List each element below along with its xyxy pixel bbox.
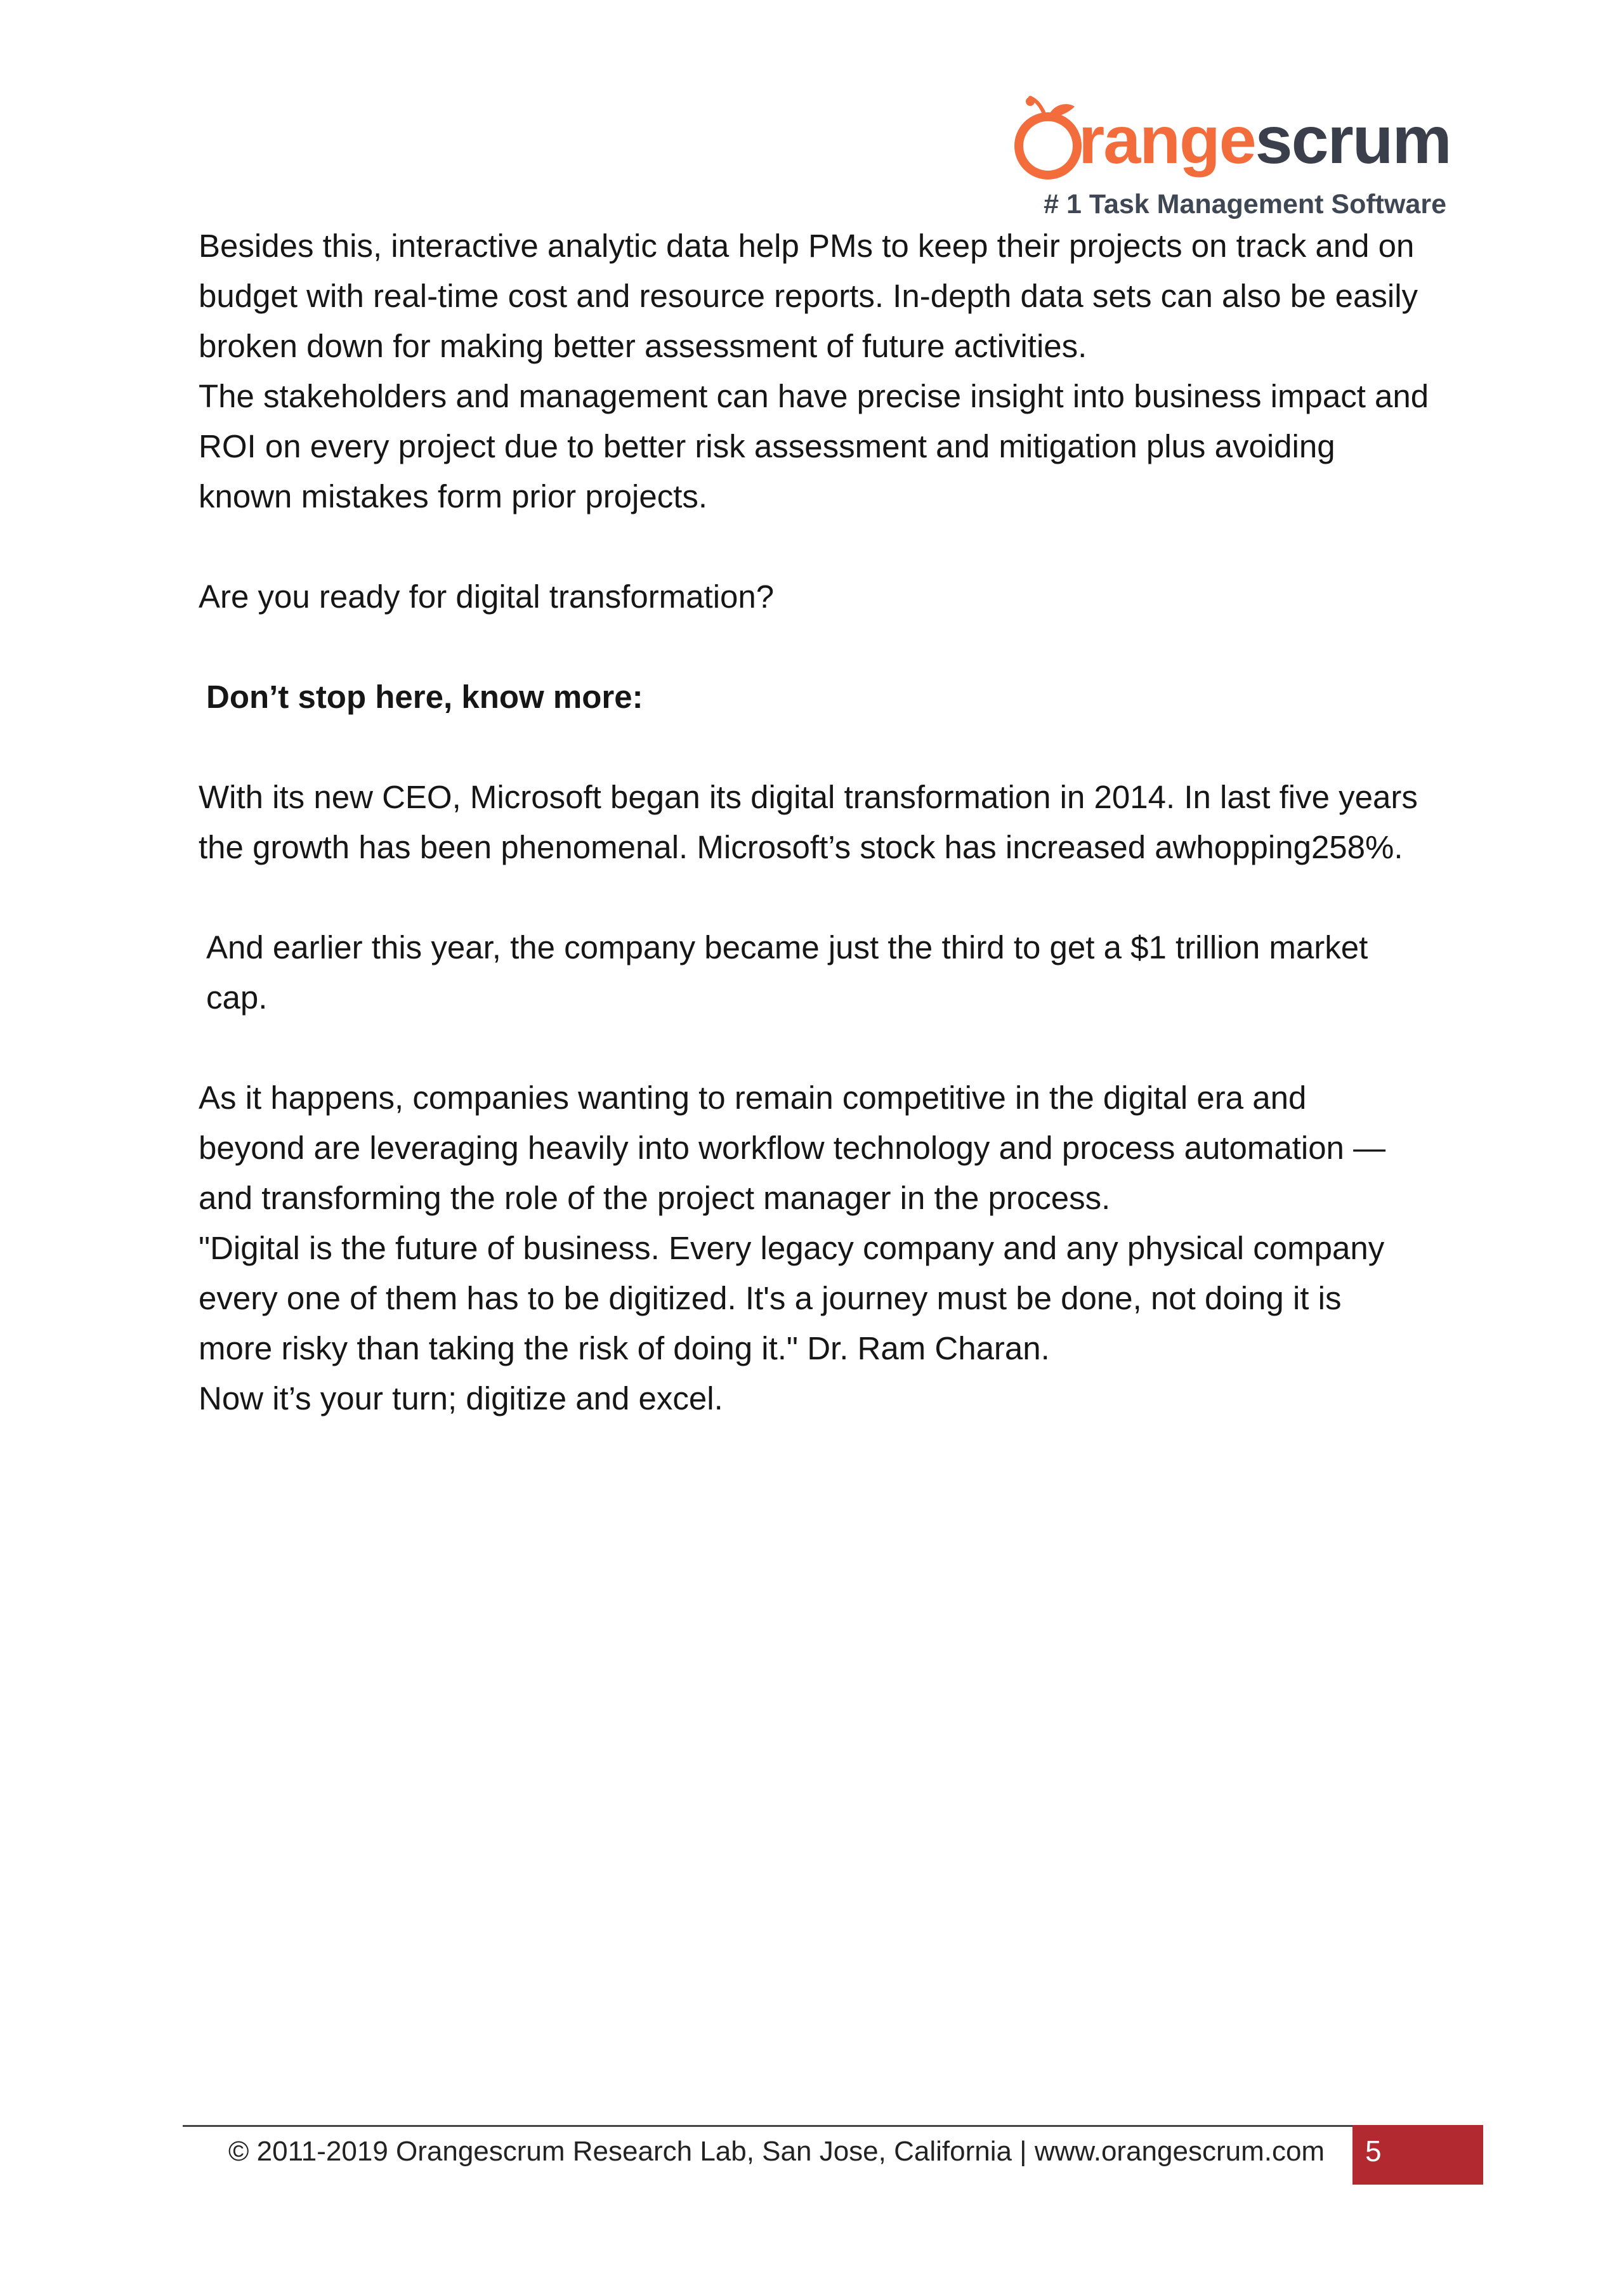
- page-number: 5: [1365, 2135, 1382, 2168]
- section-heading: Don’t stop here, know more:: [206, 679, 643, 715]
- paragraph-closing: Now it’s your turn; digitize and excel.: [199, 1380, 723, 1416]
- paragraph-analytics: Besides this, interactive analytic data help PMs to keep their projects on track and on budget with real-time cost and resource reports. In-depth data sets can also be easily broken down for making better assessment of future activities.: [199, 228, 1418, 364]
- paragraph-stakeholders: The stakeholders and management can have precise insight into business impact and ROI on every project due to better risk assessment and mitigation plus avoiding known mistakes form prior projects.: [199, 378, 1429, 514]
- paragraph-market-cap: And earlier this year, the company became just the third to get a $1 trillion market cap.: [206, 929, 1368, 1016]
- logo-word-dark: scrum: [1255, 103, 1451, 178]
- paragraph-competitive: As it happens, companies wanting to remain competitive in the digital era and beyond are leveraging heavily into workflow technology and process automation — and transforming the role of the project manager in the process.: [199, 1080, 1386, 1216]
- logo-tagline: # 1 Task Management Software: [1044, 189, 1446, 219]
- footer-copyright: © 2011-2019 Orangescrum Research Lab, San Jose, California | www.orangescrum.com: [228, 2136, 1325, 2167]
- paragraph-quote: "Digital is the future of business. Every legacy company and any physical company every one of them has to be digitized. It's a journey must be done, not doing it is more risky than taking the risk of doing it." Dr. Ram Charan.: [199, 1230, 1385, 1366]
- page-number-box: [1352, 2125, 1483, 2185]
- footer-divider: [183, 2125, 1356, 2127]
- document-body: [199, 221, 1480, 1423]
- paragraph-question: Are you ready for digital transformation?: [199, 579, 775, 615]
- orangescrum-logo: [1009, 95, 1451, 222]
- logo-word-orange: range: [1078, 103, 1255, 178]
- paragraph-microsoft: With its new CEO, Microsoft began its digital transformation in 2014. In last five years the growth has been phenomenal. Microsoft’s stock has increased awhopping258%.: [199, 779, 1418, 865]
- logo-wordmark: [1009, 103, 1451, 178]
